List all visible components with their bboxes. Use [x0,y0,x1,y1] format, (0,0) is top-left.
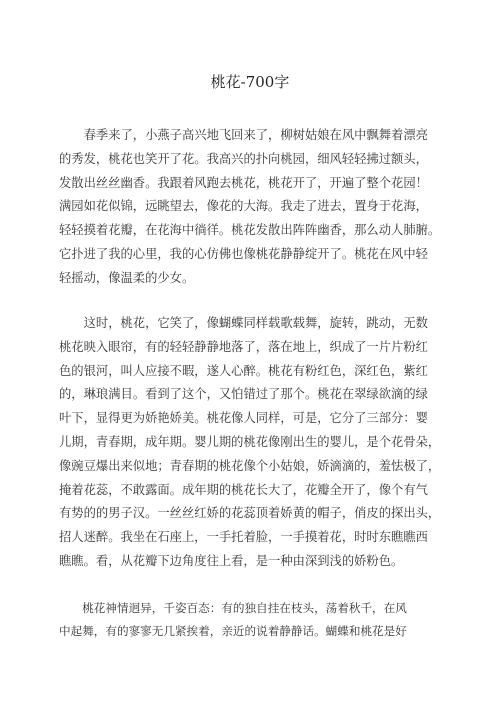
paragraph-line: 满园如花似锦，远眺望去，像花的大海。我走了进去，置身于花海， [59,199,428,214]
paragraph-line: 的，琳琅满目。看到了这个，又怕错过了那个。桃花在翠绿欲滴的绿 [59,387,428,402]
paragraph-line: 中起舞，有的寥寥无几紧挨着，亲近的说着静静话。蝴蝶和桃花是好 [59,623,407,638]
paragraph-line: 掩着花蕊，不敢露面。成年期的桃花长大了，花瓣全开了，像个有气 [59,482,428,497]
paragraph-line: 色的银河，叫人应接不暇，遂人心醉。桃花有粉红色，深红色，紫红 [59,363,428,378]
paragraph-line: 有势的的男子汉。一丝丝红娇的花蕊顶着娇黄的帽子，俏皮的探出头， [59,506,441,521]
paragraph-line: 桃花神情迥异，千姿百态：有的独自挂在枝头，荡着秋千，在风 [59,601,407,615]
document-title: 桃花-700字 [210,73,290,91]
paragraph-line: 桃花映入眼帘，有的轻轻静静地落了，落在地上，织成了一片片粉红 [59,339,428,354]
paragraph-line: 的秀发，桃花也笑开了花。我高兴的扑向桃园，细风轻轻拂过额头， [59,151,428,166]
paragraph-line: 像豌豆爆出来似地；青春期的桃花像个小姑娘，娇滴滴的，羞怯极了， [59,458,441,473]
paragraph-line: 它扑进了我的心里，我的心仿佛也像桃花静静绽开了。桃花在风中轻 [59,246,428,261]
paragraph-line: 轻轻摸着花瓣，在花海中徜徉。桃花发散出阵阵幽香，那么动人肺腑。 [59,223,441,238]
paragraph-line: 儿期，青春期，成年期。婴儿期的桃花像刚出生的婴儿，是个花骨朵， [59,434,441,449]
paragraph-3 [59,597,407,642]
paragraph-line: 轻摇动，像温柔的少女。 [59,270,195,285]
paragraph-line: 招人迷醉。我坐在石座上，一手托着脸，一手摸着花，时时东瞧瞧西 [59,530,428,545]
paragraph-line: 叶下，显得更为娇艳娇美。桃花像人同样，可是，它分了三部分：婴 [59,411,428,426]
paragraph-line: 瞧瞧。看，从花瓣下边角度往上看，是一种由深到浅的娇粉色。 [59,553,404,568]
paragraph-line: 发散出丝丝幽香。我跟着风跑去桃花，桃花开了，开遍了整个花园！ [59,175,428,190]
paragraph-2 [59,312,441,574]
paragraph-1 [59,124,441,291]
paragraph-line: 春季来了，小燕子高兴地飞回来了，柳树姑娘在风中飘舞着漂亮 [59,128,428,142]
paragraph-line: 这时，桃花，它笑了，像蝴蝶同样载歌载舞，旋转，跳动，无数 [59,316,428,330]
